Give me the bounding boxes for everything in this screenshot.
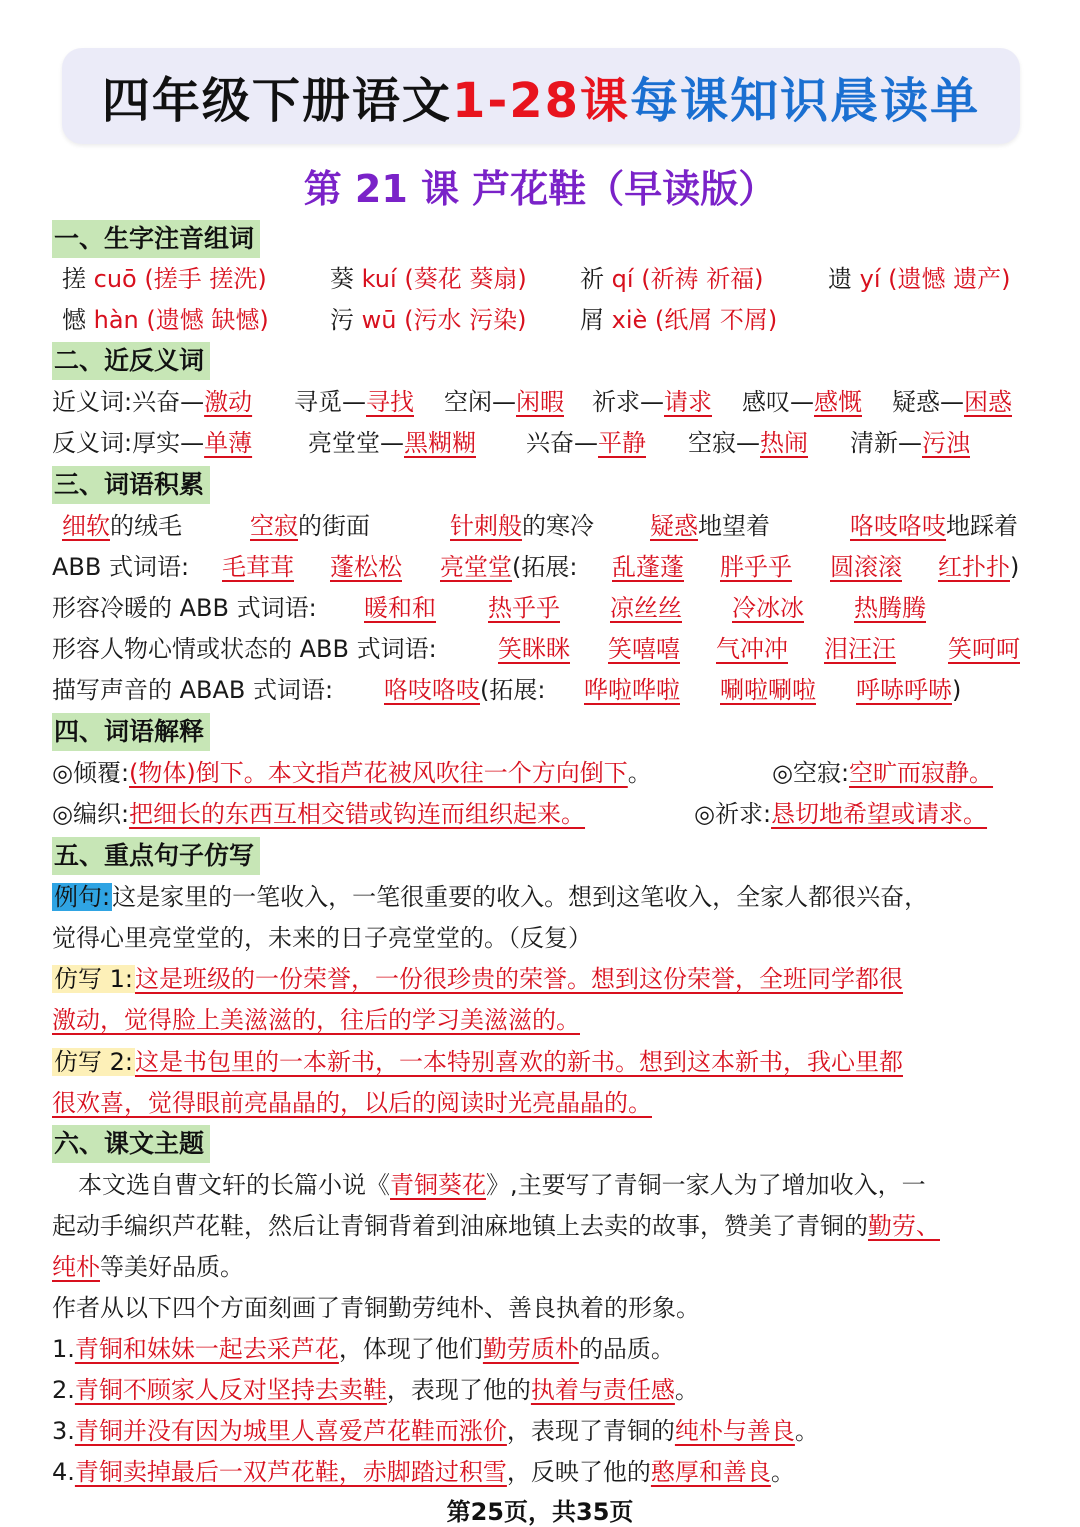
example-label: 例句: [54,883,111,911]
synonyms-row: 近义词:兴奋—激动 寻觅—寻找 空闲—闲暇 祈求—请求 感叹—感慨 疑惑—困惑 [52,388,1012,416]
imitation-1-line-2: 激动，觉得脸上美滋滋的，往后的学习美滋滋的。 [52,1006,580,1034]
abb-mood-row: 形容人物心情或状态的 ABB 式词语: 笑眯眯 笑嘻嘻 气冲冲 泪汪汪 笑呵呵 [52,635,1020,663]
imitation-2-line-2: 很欢喜，觉得眼前亮晶晶的，以后的阅读时光亮晶晶的。 [52,1089,652,1117]
section-heading-imitation: 五、重点句子仿写 [52,837,260,875]
abab-row: 描写声音的 ABAB 式词语: 咯吱咯吱(拓展: 哗啦哗啦 唰啦唰啦 呼哧呼哧) [52,676,962,704]
banner-title-part2: 1-28课 [451,72,631,129]
imitation-2-label: 仿写 2: [54,1048,133,1076]
abb-temperature-row: 形容冷暖的 ABB 式词语: 暖和和 热乎乎 凉丝丝 冷冰冰 热腾腾 [52,594,926,622]
char-entry: 污 wū (污水 污染) [330,306,527,334]
imitation-1-label: 仿写 1: [54,965,133,993]
char-entry: 葵 kuí (葵花 葵扇) [330,265,527,293]
char-entry: 祈 qí (祈祷 祈福) [580,265,764,293]
header-banner [62,48,1020,144]
char-entry: 搓 cuō (搓手 搓洗) [62,265,267,293]
theme-item-4: 4.青铜卖掉最后一双芦花鞋，赤脚踏过积雪，反映了他的憨厚和善良。 [52,1458,795,1486]
antonyms-row: 反义词:厚实—单薄 亮堂堂—黑糊糊 兴奋—平静 空寂—热闹 清新—污浊 [52,429,970,457]
abb-row: ABB 式词语: 毛茸茸 蓬松松 亮堂堂(拓展: 乱蓬蓬 胖乎乎 圆滚滚 红扑扑) [52,553,1020,581]
definitions-row-2: ◎编织:把细长的东西互相交错或钩连而组织起来。 ◎祈求:恳切地希望或请求。 [52,800,988,828]
section-heading-definitions: 四、词语解释 [52,713,210,751]
theme-item-3: 3.青铜并没有因为城里人喜爱芦花鞋而涨价，表现了青铜的纯朴与善良。 [52,1417,819,1445]
banner-title-part3: 每课知识晨读单 [630,72,981,129]
char-entry: 屑 xiè (纸屑 不屑) [580,306,778,334]
char-entry: 遗 yí (遗憾 遗产) [828,265,1011,293]
theme-paragraph-line-2: 起动手编织芦花鞋，然后让青铜背着到油麻地镇上去卖的故事，赞美了青铜的勤劳、 [52,1212,940,1240]
definitions-row-1: ◎倾覆:(物体)倒下。本文指芦花被风吹往一个方向倒下。 ◎空寂:空旷而寂静。 [52,759,994,787]
theme-paragraph-line-3: 纯朴等美好品质。 [52,1253,244,1281]
banner-title-part1: 四年级下册语文 [101,72,452,129]
section-heading-characters: 一、生字注音组词 [52,220,260,258]
lesson-title: 第 21 课 芦花鞋（早读版） [303,167,777,211]
theme-summary: 作者从以下四个方面刻画了青铜勤劳纯朴、善良执着的形象。 [52,1294,700,1322]
theme-paragraph-line-1: 本文选自曹文轩的长篇小说《青铜葵花》,主要写了青铜一家人为了增加收入，一 [78,1171,926,1199]
section-heading-synonyms: 二、近反义词 [52,342,210,380]
imitation-1-line-1: 仿写 1:这是班级的一份荣誉，一份很珍贵的荣誉。想到这份荣誉，全班同学都很 [54,965,903,993]
page-number: 第25页，共35页 [446,1498,634,1526]
theme-item-2: 2.青铜不顾家人反对坚持去卖鞋，表现了他的执着与责任感。 [52,1376,699,1404]
imitation-2-line-1: 仿写 2:这是书包里的一本新书，一本特别喜欢的新书。想到这本新书，我心里都 [54,1048,903,1076]
example-line-1: 例句:这是家里的一笔收入，一笔很重要的收入。想到这笔收入，全家人都很兴奋， [54,883,929,911]
section-heading-theme: 六、课文主题 [52,1125,210,1163]
theme-item-1: 1.青铜和妹妹一起去采芦花，体现了他们勤劳质朴的品质。 [52,1335,675,1363]
char-entry: 憾 hàn (遗憾 缺憾) [62,306,269,334]
example-line-2: 觉得心里亮堂堂的，未来的日子亮堂堂的。（反复） [52,924,592,952]
section-heading-vocabulary: 三、词语积累 [52,466,210,504]
